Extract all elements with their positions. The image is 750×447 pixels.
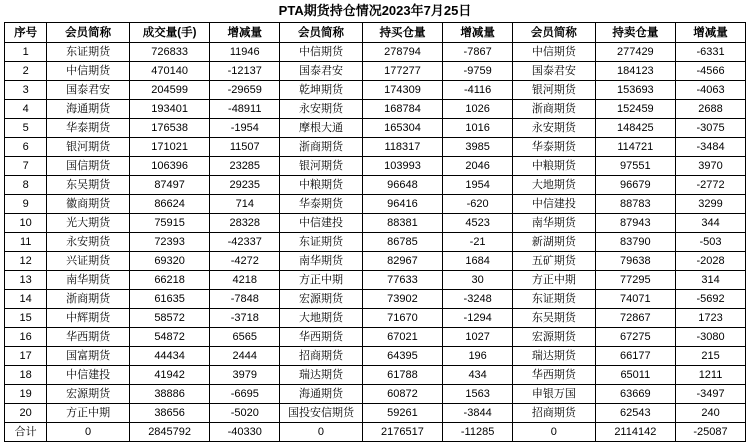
table-cell: 168784 [362, 100, 442, 119]
table-cell: -29659 [210, 81, 280, 100]
table-cell: 摩根大通 [280, 119, 363, 138]
table-cell: 193401 [129, 100, 209, 119]
table-cell: 1027 [443, 328, 513, 347]
table-cell: 国泰君安 [280, 62, 363, 81]
table-total-row [5, 423, 746, 442]
table-cell: 国信期货 [47, 157, 130, 176]
table-cell: 88381 [362, 214, 442, 233]
table-cell: 国泰君安 [47, 81, 130, 100]
table-cell: 宏源期货 [280, 290, 363, 309]
table-cell: -48911 [210, 100, 280, 119]
table-cell: 银河期货 [280, 157, 363, 176]
col-header-long-change: 增减量 [443, 23, 513, 43]
table-cell: 171021 [129, 138, 209, 157]
table-cell: 61635 [129, 290, 209, 309]
table-cell: 瑞达期货 [513, 347, 596, 366]
table-cell: 1016 [443, 119, 513, 138]
table-cell: 277429 [595, 43, 675, 62]
table-cell: 96679 [595, 176, 675, 195]
table-row [5, 43, 746, 62]
table-row [5, 138, 746, 157]
table-cell: 17 [5, 347, 47, 366]
table-header [5, 23, 746, 43]
holdings-table [4, 22, 746, 442]
table-cell: 方正中期 [47, 404, 130, 423]
table-cell: 华泰期货 [47, 119, 130, 138]
table-cell: 招商期货 [280, 347, 363, 366]
table-cell: 海通期货 [47, 100, 130, 119]
table-cell: 59261 [362, 404, 442, 423]
table-row [5, 309, 746, 328]
table-row [5, 328, 746, 347]
table-cell: 国富期货 [47, 347, 130, 366]
table-cell: -3718 [210, 309, 280, 328]
table-cell: 6 [5, 138, 47, 157]
col-header-volume: 成交量(手) [129, 23, 209, 43]
table-cell: 87943 [595, 214, 675, 233]
table-cell: 12 [5, 252, 47, 271]
total-cell: 2845792 [129, 423, 209, 442]
table-cell: -9759 [443, 62, 513, 81]
table-row [5, 385, 746, 404]
table-cell: 63669 [595, 385, 675, 404]
table-cell: 278794 [362, 43, 442, 62]
table-row [5, 157, 746, 176]
table-cell: 6565 [210, 328, 280, 347]
table-cell: -1294 [443, 309, 513, 328]
table-cell: 国泰君安 [513, 62, 596, 81]
table-cell: 103993 [362, 157, 442, 176]
table-cell: 72393 [129, 233, 209, 252]
table-cell: 4 [5, 100, 47, 119]
table-cell: 东吴期货 [513, 309, 596, 328]
total-cell: 2114142 [595, 423, 675, 442]
table-cell: 瑞达期货 [280, 366, 363, 385]
table-cell: 东证期货 [47, 43, 130, 62]
table-row [5, 214, 746, 233]
table-cell: -3844 [443, 404, 513, 423]
total-label: 合计 [5, 423, 47, 442]
table-cell: 726833 [129, 43, 209, 62]
table-cell: 永安期货 [47, 233, 130, 252]
table-cell: 38656 [129, 404, 209, 423]
table-cell: 申银万国 [513, 385, 596, 404]
table-cell: 3 [5, 81, 47, 100]
table-cell: 东吴期货 [47, 176, 130, 195]
col-header-short-change: 增减量 [676, 23, 746, 43]
table-cell: 18 [5, 366, 47, 385]
table-cell: 中粮期货 [513, 157, 596, 176]
table-cell: 2688 [676, 100, 746, 119]
table-cell: 浙商期货 [280, 138, 363, 157]
table-cell: 176538 [129, 119, 209, 138]
table-cell: 88783 [595, 195, 675, 214]
table-cell: 1954 [443, 176, 513, 195]
total-cell: 2176517 [362, 423, 442, 442]
table-cell: 南华期货 [47, 271, 130, 290]
table-cell: 中信期货 [513, 43, 596, 62]
table-cell: 96416 [362, 195, 442, 214]
table-cell: -503 [676, 233, 746, 252]
table-cell: 2444 [210, 347, 280, 366]
table-cell: 4523 [443, 214, 513, 233]
total-cell: -11285 [443, 423, 513, 442]
table-cell: 97551 [595, 157, 675, 176]
table-row [5, 233, 746, 252]
table-cell: 106396 [129, 157, 209, 176]
table-cell: 16 [5, 328, 47, 347]
table-cell: 中信建投 [280, 214, 363, 233]
table-row [5, 81, 746, 100]
table-cell: 3299 [676, 195, 746, 214]
table-cell: 79638 [595, 252, 675, 271]
table-cell: 1563 [443, 385, 513, 404]
table-cell: 乾坤期货 [280, 81, 363, 100]
table-row [5, 195, 746, 214]
table-cell: 中辉期货 [47, 309, 130, 328]
table-cell: -3075 [676, 119, 746, 138]
table-cell: 19 [5, 385, 47, 404]
table-cell: 银河期货 [513, 81, 596, 100]
table-cell: 中信建投 [47, 366, 130, 385]
table-cell: 华泰期货 [280, 195, 363, 214]
table-cell: 86624 [129, 195, 209, 214]
table-cell: 银河期货 [47, 138, 130, 157]
table-cell: 65011 [595, 366, 675, 385]
table-cell: 148425 [595, 119, 675, 138]
col-header-short-position: 持卖仓量 [595, 23, 675, 43]
table-cell: 20 [5, 404, 47, 423]
table-cell: 浙商期货 [513, 100, 596, 119]
table-row [5, 347, 746, 366]
table-cell: 64395 [362, 347, 442, 366]
table-row [5, 290, 746, 309]
table-cell: 77633 [362, 271, 442, 290]
table-cell: -2772 [676, 176, 746, 195]
table-cell: 1723 [676, 309, 746, 328]
table-cell: 11 [5, 233, 47, 252]
table-cell: -620 [443, 195, 513, 214]
table-cell: 2 [5, 62, 47, 81]
table-cell: 66218 [129, 271, 209, 290]
table-cell: 8 [5, 176, 47, 195]
table-row [5, 366, 746, 385]
table-cell: 3979 [210, 366, 280, 385]
table-cell: 344 [676, 214, 746, 233]
table-cell: 67275 [595, 328, 675, 347]
table-body [5, 43, 746, 442]
table-cell: -4116 [443, 81, 513, 100]
table-cell: 434 [443, 366, 513, 385]
table-cell: 73902 [362, 290, 442, 309]
table-cell: 3970 [676, 157, 746, 176]
table-cell: 10 [5, 214, 47, 233]
table-cell: 23285 [210, 157, 280, 176]
table-cell: 徽商期货 [47, 195, 130, 214]
table-row [5, 404, 746, 423]
col-header-volume-change: 增减量 [210, 23, 280, 43]
table-cell: 314 [676, 271, 746, 290]
table-cell: 中信期货 [280, 43, 363, 62]
table-cell: 1211 [676, 366, 746, 385]
table-cell: -6695 [210, 385, 280, 404]
total-cell: 0 [513, 423, 596, 442]
table-cell: 87497 [129, 176, 209, 195]
table-cell: 中信期货 [47, 62, 130, 81]
table-cell: 五矿期货 [513, 252, 596, 271]
table-cell: 招商期货 [513, 404, 596, 423]
table-cell: 4218 [210, 271, 280, 290]
table-cell: 58572 [129, 309, 209, 328]
table-cell: 华西期货 [280, 328, 363, 347]
table-cell: 215 [676, 347, 746, 366]
table-cell: 240 [676, 404, 746, 423]
table-cell: 华西期货 [513, 366, 596, 385]
table-cell: 153693 [595, 81, 675, 100]
table-header-row [5, 23, 746, 43]
table-cell: -5692 [676, 290, 746, 309]
table-cell: 大地期货 [280, 309, 363, 328]
table-cell: 69320 [129, 252, 209, 271]
table-cell: 方正中期 [280, 271, 363, 290]
table-cell: 宏源期货 [513, 328, 596, 347]
table-cell: 82967 [362, 252, 442, 271]
table-cell: -4272 [210, 252, 280, 271]
table-cell: -5020 [210, 404, 280, 423]
table-cell: 永安期货 [513, 119, 596, 138]
table-cell: 177277 [362, 62, 442, 81]
table-cell: 国投安信期货 [280, 404, 363, 423]
total-cell: 0 [47, 423, 130, 442]
table-cell: -21 [443, 233, 513, 252]
table-row [5, 252, 746, 271]
total-cell: -25087 [676, 423, 746, 442]
table-cell: -7867 [443, 43, 513, 62]
table-cell: 196 [443, 347, 513, 366]
col-header-long-position: 持买仓量 [362, 23, 442, 43]
table-cell: 204599 [129, 81, 209, 100]
table-cell: 光大期货 [47, 214, 130, 233]
table-cell: 南华期货 [280, 252, 363, 271]
table-cell: 28328 [210, 214, 280, 233]
table-cell: 54872 [129, 328, 209, 347]
table-cell: 86785 [362, 233, 442, 252]
table-cell: 永安期货 [280, 100, 363, 119]
table-cell: -1954 [210, 119, 280, 138]
table-cell: 兴证期货 [47, 252, 130, 271]
table-cell: 184123 [595, 62, 675, 81]
table-cell: 114721 [595, 138, 675, 157]
table-cell: 83790 [595, 233, 675, 252]
table-cell: 118317 [362, 138, 442, 157]
col-header-member-volume: 会员简称 [47, 23, 130, 43]
table-cell: 71670 [362, 309, 442, 328]
table-row [5, 62, 746, 81]
table-cell: 新湖期货 [513, 233, 596, 252]
table-cell: 74071 [595, 290, 675, 309]
table-cell: 44434 [129, 347, 209, 366]
table-cell: 方正中期 [513, 271, 596, 290]
col-header-index: 序号 [5, 23, 47, 43]
table-cell: 75915 [129, 214, 209, 233]
table-cell: 11946 [210, 43, 280, 62]
table-cell: 5 [5, 119, 47, 138]
table-cell: 1684 [443, 252, 513, 271]
table-cell: -3497 [676, 385, 746, 404]
table-cell: -4566 [676, 62, 746, 81]
table-cell: 165304 [362, 119, 442, 138]
table-cell: 7 [5, 157, 47, 176]
table-cell: 67021 [362, 328, 442, 347]
table-cell: 60872 [362, 385, 442, 404]
table-cell: 中信建投 [513, 195, 596, 214]
table-cell: 72867 [595, 309, 675, 328]
table-cell: 30 [443, 271, 513, 290]
table-cell: -42337 [210, 233, 280, 252]
table-cell: 宏源期货 [47, 385, 130, 404]
page-title: PTA期货持仓情况2023年7月25日 [278, 3, 472, 18]
table-row [5, 176, 746, 195]
table-cell: 14 [5, 290, 47, 309]
table-cell: 1 [5, 43, 47, 62]
table-cell: 152459 [595, 100, 675, 119]
table-cell: 15 [5, 309, 47, 328]
table-cell: -3080 [676, 328, 746, 347]
table-row [5, 271, 746, 290]
table-cell: 41942 [129, 366, 209, 385]
table-cell: 9 [5, 195, 47, 214]
table-cell: 13 [5, 271, 47, 290]
table-cell: 61788 [362, 366, 442, 385]
table-cell: 海通期货 [280, 385, 363, 404]
table-cell: 38886 [129, 385, 209, 404]
table-cell: 29235 [210, 176, 280, 195]
table-cell: 714 [210, 195, 280, 214]
table-cell: 66177 [595, 347, 675, 366]
table-cell: -4063 [676, 81, 746, 100]
table-cell: -12137 [210, 62, 280, 81]
table-row [5, 100, 746, 119]
table-cell: 东证期货 [280, 233, 363, 252]
table-row [5, 119, 746, 138]
table-cell: 东证期货 [513, 290, 596, 309]
col-header-member-short: 会员简称 [513, 23, 596, 43]
table-cell: 华泰期货 [513, 138, 596, 157]
table-cell: -7848 [210, 290, 280, 309]
table-cell: 浙商期货 [47, 290, 130, 309]
total-cell: 0 [280, 423, 363, 442]
table-cell: -3484 [676, 138, 746, 157]
table-cell: 中粮期货 [280, 176, 363, 195]
table-cell: -6331 [676, 43, 746, 62]
table-cell: 大地期货 [513, 176, 596, 195]
table-cell: 华西期货 [47, 328, 130, 347]
col-header-member-long: 会员简称 [280, 23, 363, 43]
table-cell: -2028 [676, 252, 746, 271]
table-cell: 南华期货 [513, 214, 596, 233]
table-cell: 96648 [362, 176, 442, 195]
table-cell: 62543 [595, 404, 675, 423]
total-cell: -40330 [210, 423, 280, 442]
table-cell: 77295 [595, 271, 675, 290]
table-cell: 11507 [210, 138, 280, 157]
table-cell: -3248 [443, 290, 513, 309]
table-cell: 3985 [443, 138, 513, 157]
table-cell: 174309 [362, 81, 442, 100]
table-cell: 470140 [129, 62, 209, 81]
table-cell: 1026 [443, 100, 513, 119]
table-cell: 2046 [443, 157, 513, 176]
